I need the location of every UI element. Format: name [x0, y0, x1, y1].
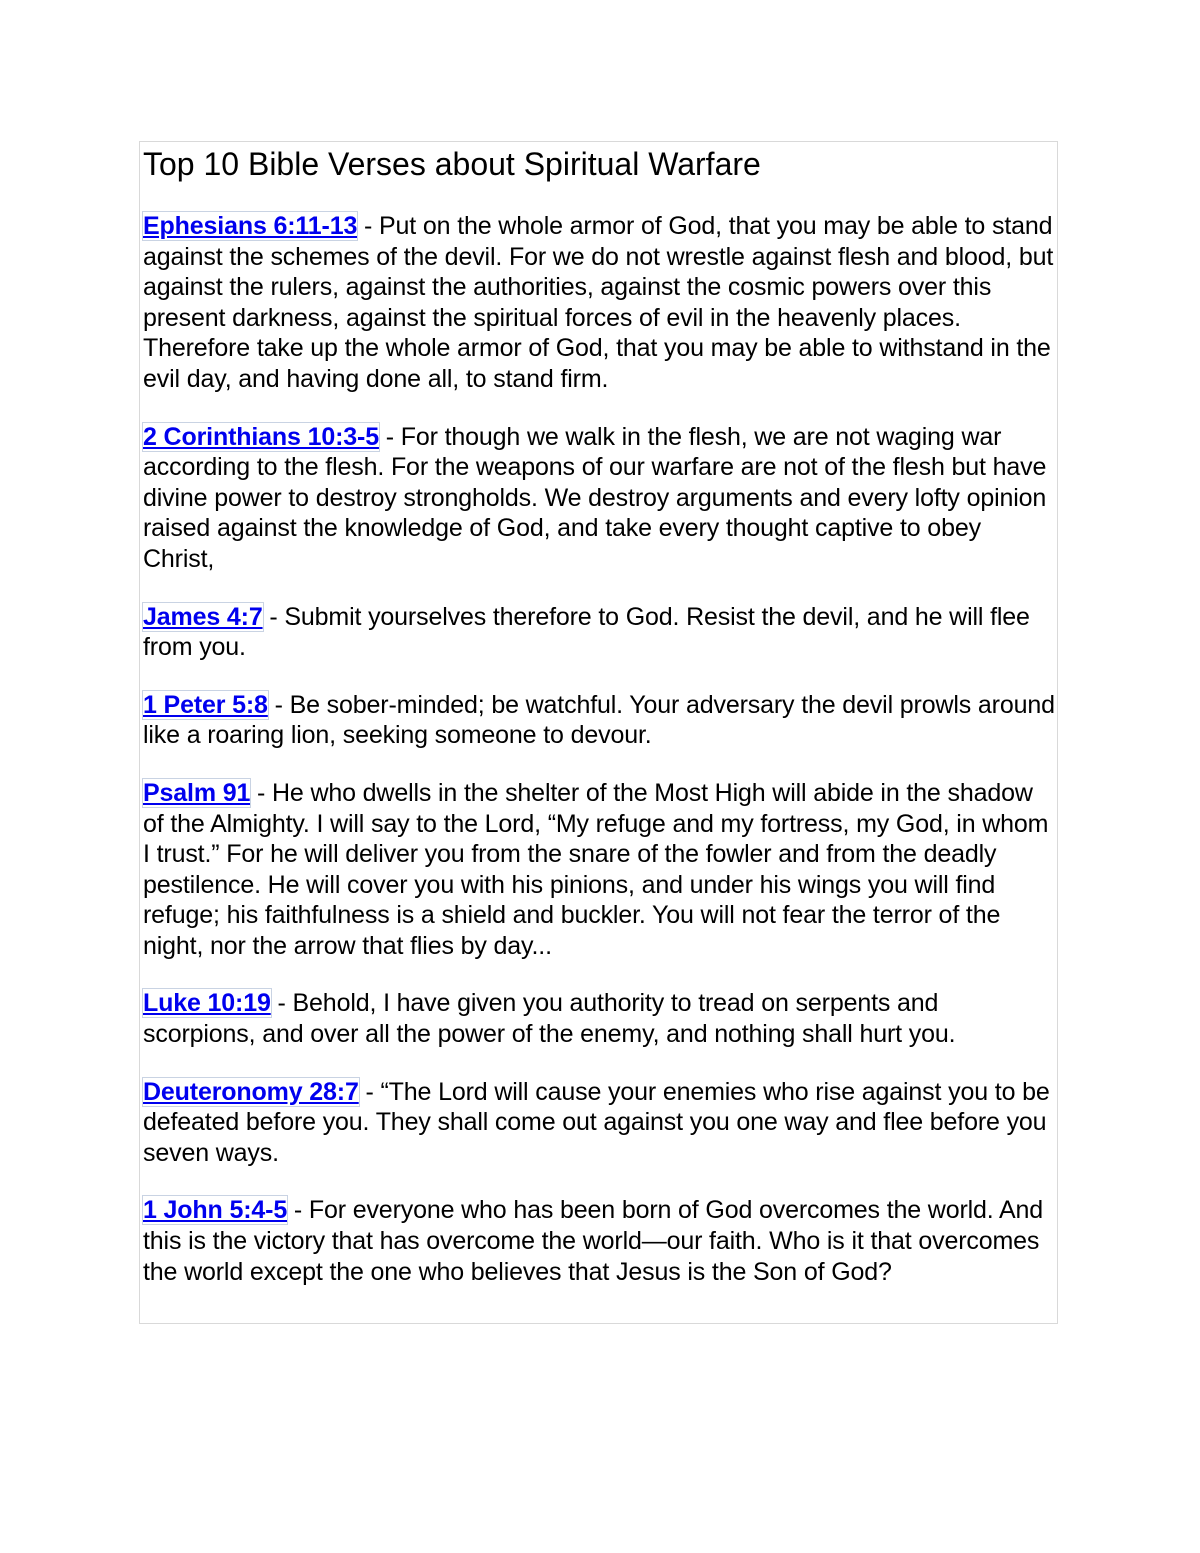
verse-text: For everyone who has been born of God overcomes the world. And this is the victory that has overcome the world—our faith. Who is it that overcomes the world except the one who believes that Jesus is the Son of God? [143, 1196, 1044, 1286]
verse-link-ephesians[interactable]: Ephesians 6:11-13 [143, 212, 358, 240]
verse-separator: - [378, 422, 401, 451]
verse-1-peter [143, 690, 1055, 751]
verse-separator: - [357, 212, 380, 240]
verse-text: “The Lord will cause your enemies who rise against you to be defeated before you. They shall come out against you one way and flee before you seven ways. [143, 1077, 1050, 1167]
verse-text: For though we walk in the flesh, we are not waging war according to the flesh. For the weapons of our warfare are not of the flesh but have divine power to destroy strongholds. We destroy arguments and every lofty opinion raised against the knowledge of God, and take every thought captive to obey Christ, [143, 422, 1047, 573]
verse-separator: - [267, 690, 290, 719]
verse-psalm [143, 778, 1055, 962]
document-content [139, 141, 1058, 1324]
verse-link-luke[interactable]: Luke 10:19 [143, 989, 271, 1018]
verse-separator: - [270, 989, 293, 1018]
verse-list [143, 211, 1055, 1287]
verse-link-deuteronomy[interactable]: Deuteronomy 28:7 [143, 1077, 359, 1106]
verse-link-1-john[interactable]: 1 John 5:4-5 [143, 1196, 288, 1225]
verse-1-john [143, 1195, 1055, 1287]
verse-link-psalm[interactable]: Psalm 91 [143, 778, 251, 807]
verse-ephesians [143, 211, 1055, 395]
verse-text: Be sober-minded; be watchful. Your adversary the devil prowls around like a roaring lion, seeking someone to devour. [143, 690, 1055, 750]
verse-text: He who dwells in the shelter of the Most High will abide in the shadow of the Almighty. I will say to the Lord, “My refuge and my fortress, my God, in whom I trust.” For he will deliver you from the snare of the fowler and from the deadly pestilence. He will cover you with his pinions, and under his wings you will find refuge; his faithfulness is a shield and buckler. You will not fear the terror of the night, nor the arrow that flies by day... [143, 778, 1049, 960]
verse-link-james[interactable]: James 4:7 [143, 602, 263, 631]
verse-text: Put on the whole armor of God, that you may be able to stand against the schemes of the devil. For we do not wrestle against flesh and blood, but against the rulers, against the authorities, against the cosmic powers over this present darkness, against the spiritual forces of evil in the heavenly places. Therefore take up the whole armor of God, that you may be able to withstand in the evil day, and having done all, to stand firm. [143, 212, 1054, 393]
verse-text: Submit yourselves therefore to God. Resist the devil, and he will flee from you. [143, 602, 1030, 662]
verse-separator: - [250, 778, 272, 807]
verse-link-2-corinthians[interactable]: 2 Corinthians 10:3-5 [143, 422, 379, 451]
page-title: Top 10 Bible Verses about Spiritual Warfare [143, 146, 761, 182]
verse-text: Behold, I have given you authority to tread on serpents and scorpions, and over all the power of the enemy, and nothing shall hurt you. [143, 989, 956, 1049]
verse-deuteronomy [143, 1077, 1055, 1169]
verse-link-1-peter[interactable]: 1 Peter 5:8 [143, 690, 268, 719]
verse-separator: - [358, 1077, 381, 1106]
verse-james [143, 602, 1055, 663]
verse-separator: - [262, 602, 285, 631]
verse-2-corinthians [143, 422, 1055, 575]
verse-separator: - [287, 1196, 309, 1225]
verse-luke [143, 988, 1055, 1049]
